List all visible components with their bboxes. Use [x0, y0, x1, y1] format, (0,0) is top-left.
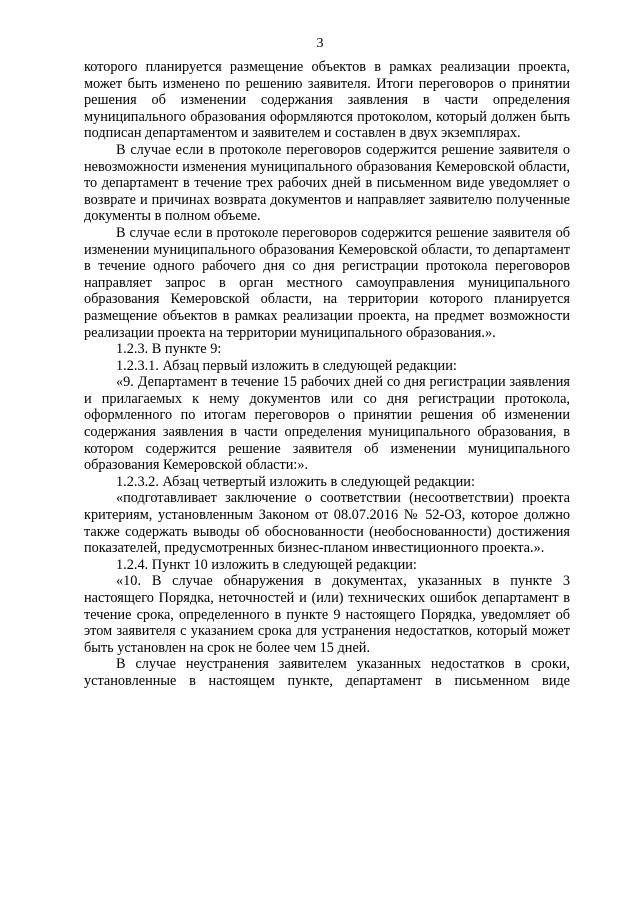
- paragraph: 1.2.3. В пункте 9:: [116, 341, 222, 358]
- paragraph: «9. Департамент в течение 15 рабочих дней со дня регистрации заявления и прилагаемых к нему документов или со дня регистрации протокола, оформленного по итогам переговоров о принятии решения об изменении содержания заявления в части определения муниципального образования, в котором содержится решение заявителя об изменении муниципального образования Кемеровской области:».: [84, 374, 570, 474]
- paragraph: В случае если в протоколе переговоров содержится решение заявителя о невозможности изменения муниципального образования Кемеровской области, то департамент в течение трех рабочих дней в письменном виде уведомляет о возврате и причинах возврата документов и направляет заявителю полученные документы в полном объеме.: [84, 141, 570, 225]
- paragraph: «подготавливает заключение о соответствии (несоответствии) проекта критериям, установленным Законом от 08.07.2016 № 52-ОЗ, которое должно также содержать выводы об обоснованности (необоснованности) достижения показателей, предусмотренных бизнес-планом инвестиционного проекта.».: [84, 490, 570, 557]
- paragraph: 1.2.3.1. Абзац первый изложить в следующей редакции:: [116, 357, 457, 374]
- paragraph: которого планируется размещение объектов в рамках реализации проекта, может быть изменено по решению заявителя. Итоги переговоров о принятии решения об изменении содержания заявления в части определения муниципального образования оформляются протоколом, который должен быть подписан департаментом и заявителем и составлен в двух экземплярах.: [84, 59, 570, 142]
- paragraph: В случае если в протоколе переговоров содержится решение заявителя об изменении муниципального образования Кемеровской области, то департамент в течение одного рабочего дня со дня регистрации протокола переговоров направляет запрос в орган местного самоуправления муниципального образования Кемеровской области, на территории которого планируется размещение объектов в рамках реализации проекта, на предмет возможности реализации проекта на территории муниципального образования.».: [84, 224, 570, 341]
- paragraph: «10. В случае обнаружения в документах, указанных в пункте 3 настоящего Порядка, неточностей и (или) технических ошибок департамент в течение срока, определенного в пункте 9 настоящего Порядка, уведомляет об этом заявителя с указанием срока для устранения недостатков, который может быть установлен на срок не более чем 15 дней.: [84, 573, 570, 656]
- page-number: 3: [316, 36, 324, 51]
- paragraph-continued: В случае неустранения заявителем указанных недостатков в сроки, установленные в настоящем пункте, департамент в письменном виде: [84, 656, 570, 689]
- paragraph: 1.2.4. Пункт 10 изложить в следующей редакции:: [116, 556, 417, 573]
- paragraph: 1.2.3.2. Абзац четвертый изложить в следующей редакции:: [116, 473, 475, 490]
- document-body: [84, 59, 570, 690]
